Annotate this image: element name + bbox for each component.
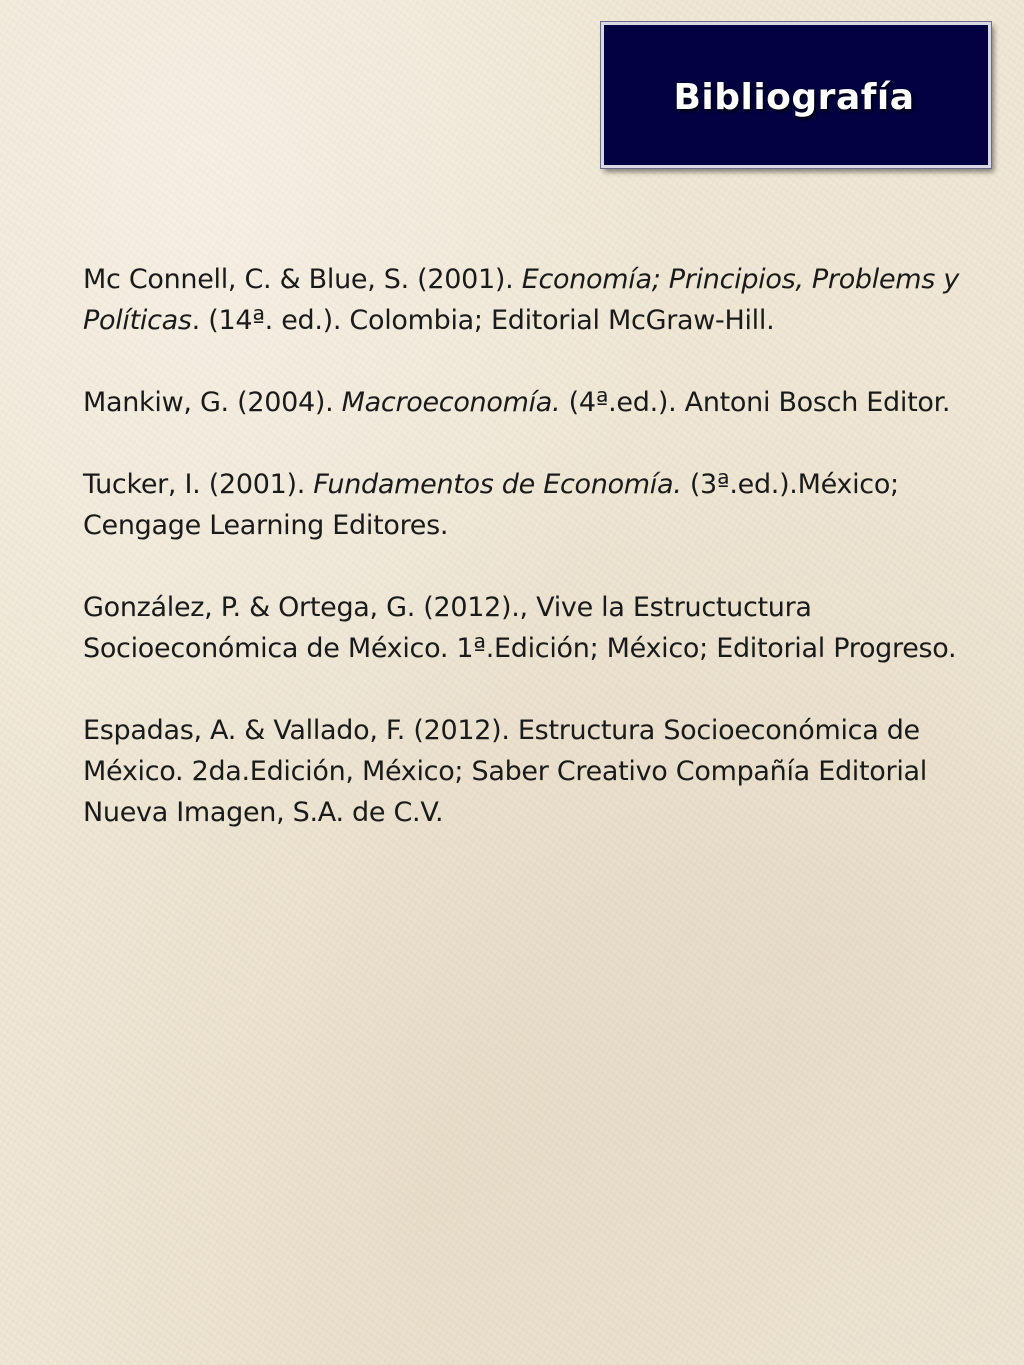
bibliography-list — [83, 259, 963, 874]
reference-text: Espadas, A. & Vallado, F. (2012). Estructura Socioeconómica de México. 2da.Edición, México; Saber Creativo Compañía Editorial Nueva Imagen, S.A. de C.V. — [83, 715, 927, 828]
reference-text: González, P. & Ortega, G. (2012)., Vive la Estructuctura Socioeconómica de México. 1ª.Edición; México; Editorial Progreso. — [83, 592, 957, 664]
reference-item — [83, 259, 963, 341]
reference-text: Mc Connell, C. & Blue, S. (2001). — [83, 264, 522, 295]
reference-item — [83, 710, 963, 833]
reference-title: Macroeconomía. — [341, 387, 561, 418]
title-banner — [601, 22, 991, 168]
reference-details: . (14ª. ed.). Colombia; Editorial McGraw-Hill. — [191, 305, 775, 336]
reference-text: Tucker, I. (2001). — [83, 469, 314, 500]
reference-item — [83, 464, 963, 546]
reference-title: Economía; Principios, Problems y Políticas — [83, 264, 960, 336]
reference-title: Fundamentos de Economía. — [313, 469, 682, 500]
reference-details: (4ª.ed.). Antoni Bosch Editor. — [560, 387, 951, 418]
reference-item — [83, 382, 963, 423]
reference-item — [83, 587, 963, 669]
reference-details: (3ª.ed.).México; Cengage Learning Editores. — [83, 469, 899, 541]
reference-text: Mankiw, G. (2004). — [83, 387, 342, 418]
page-title: Bibliografía — [673, 76, 915, 118]
